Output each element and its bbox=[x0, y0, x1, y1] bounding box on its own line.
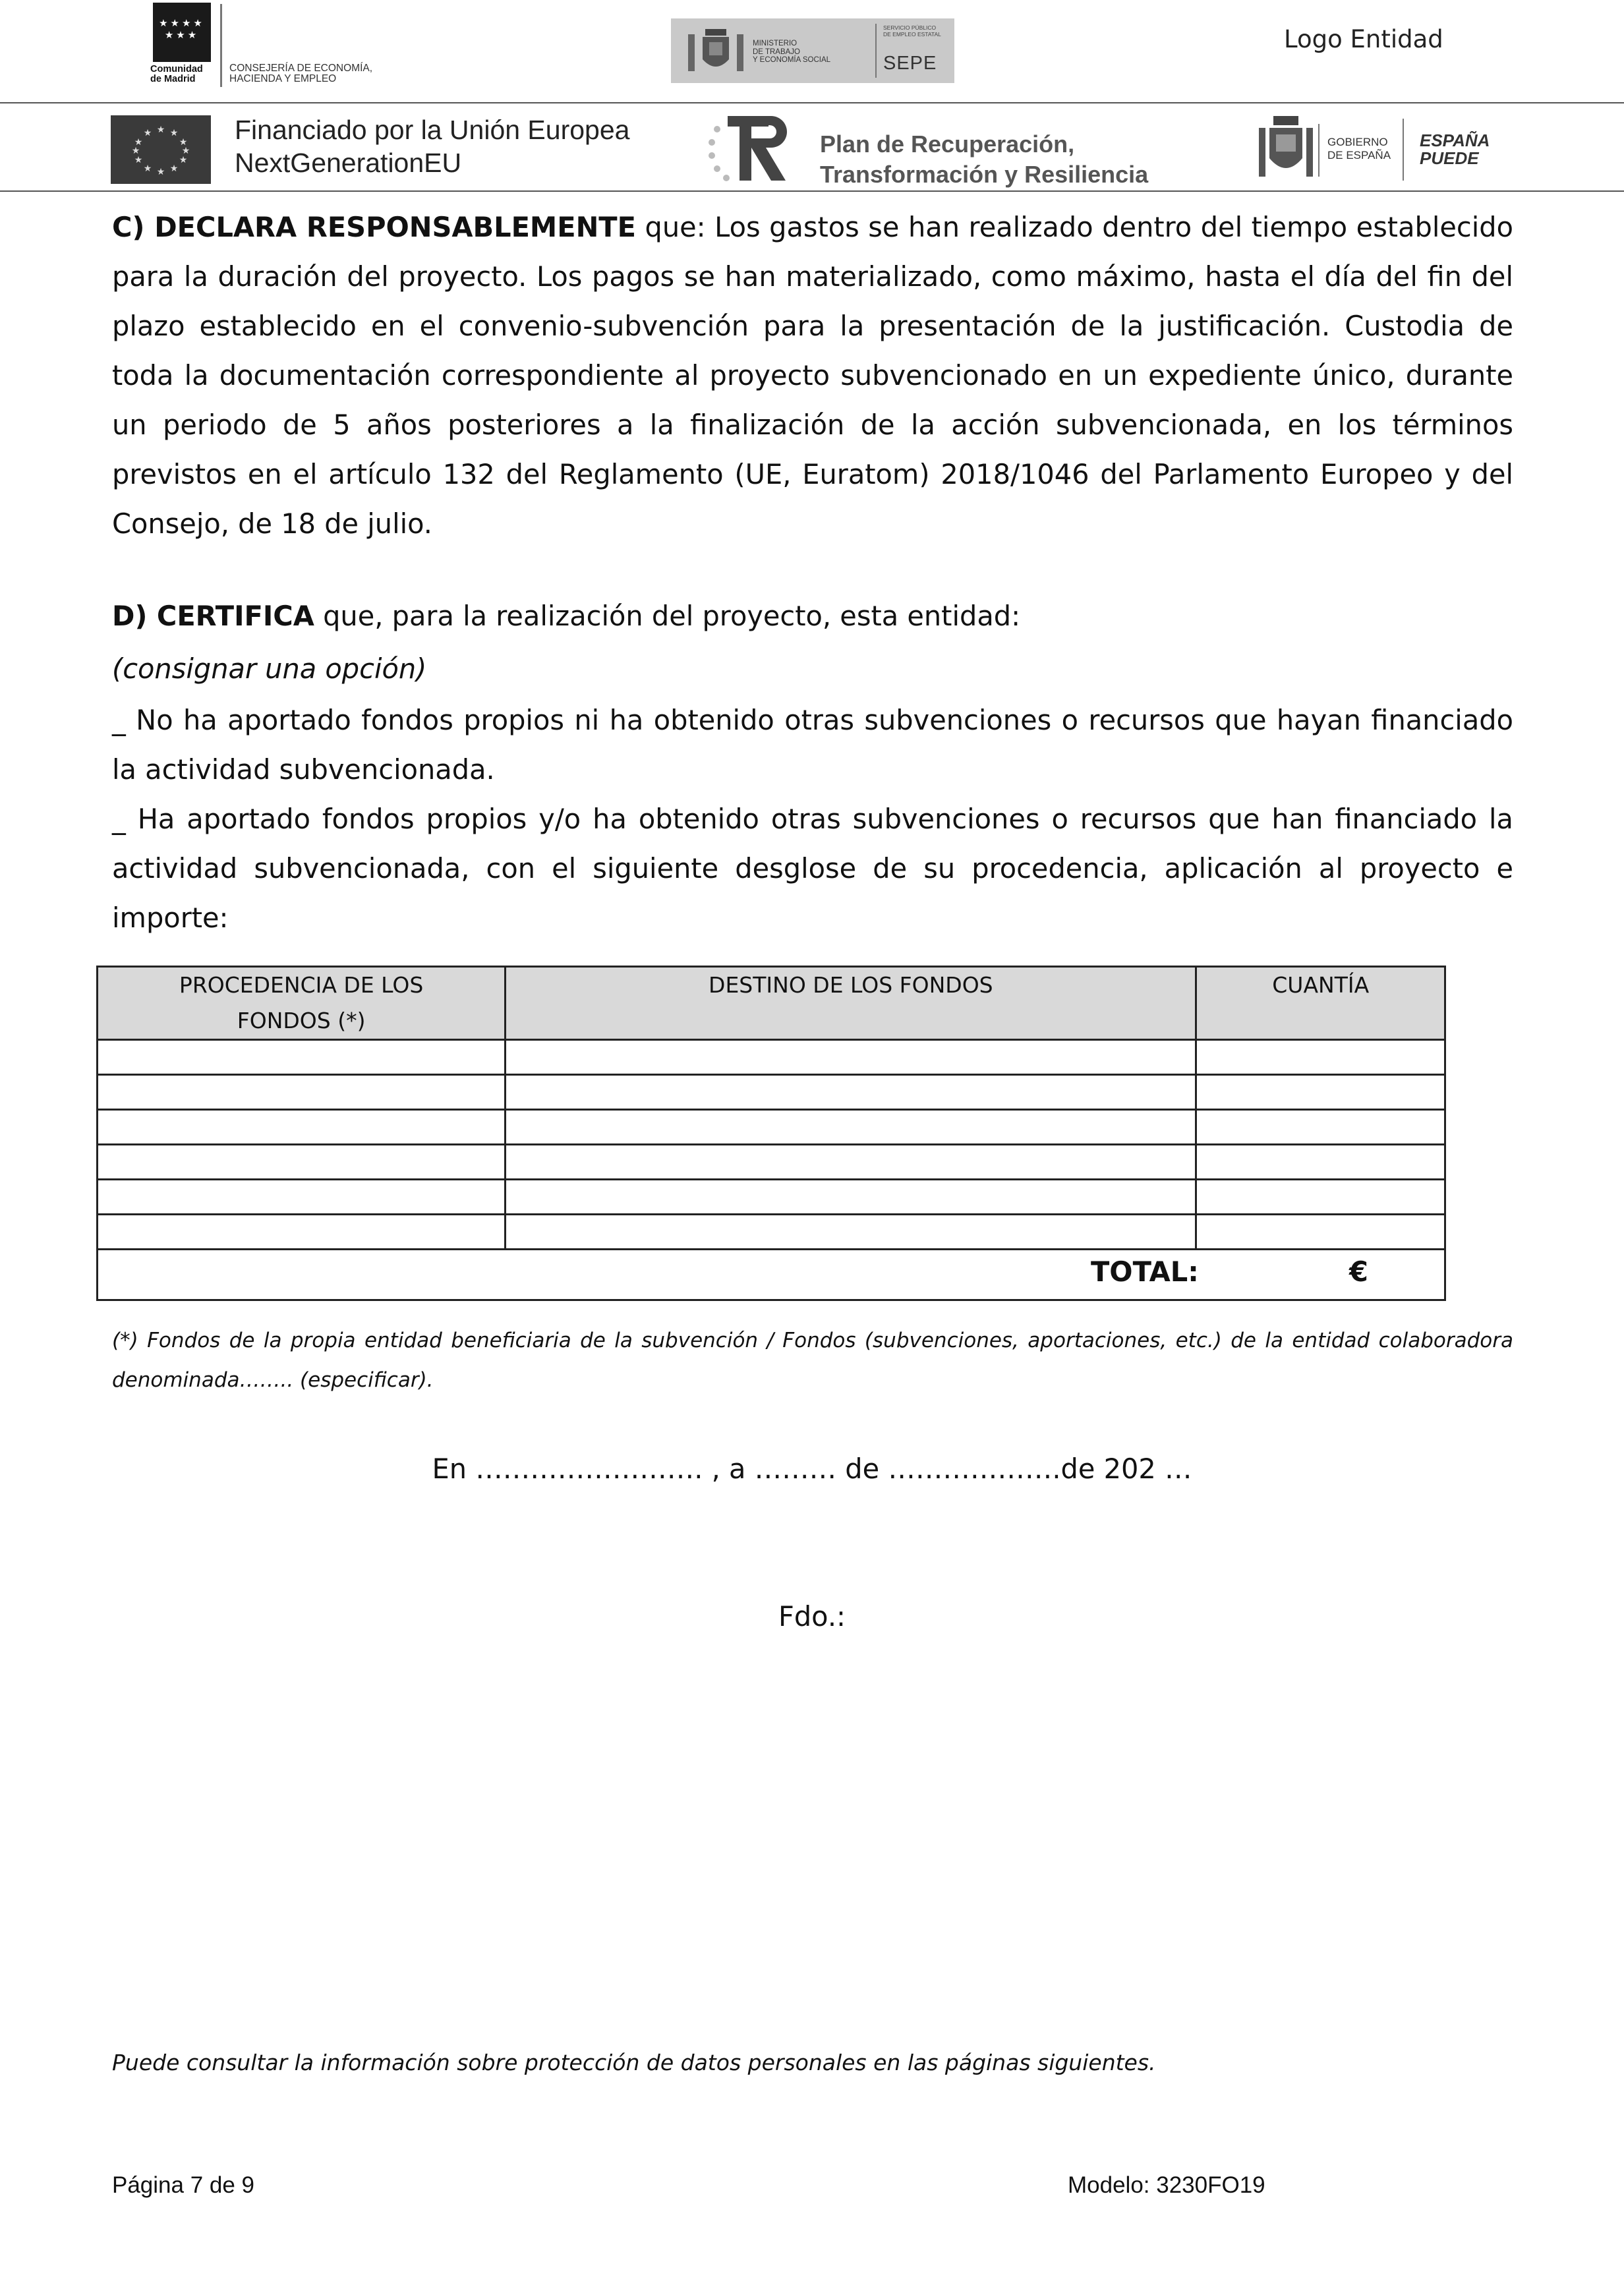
place-date-line: En ……………………. , a ……… de ……………….de 202 … bbox=[432, 1453, 1192, 1485]
svg-text:★: ★ bbox=[179, 155, 188, 165]
espana-puede-line2: PUEDE bbox=[1420, 148, 1479, 168]
ministerio-label bbox=[753, 40, 830, 65]
svg-text:★: ★ bbox=[169, 128, 179, 138]
svg-text:★: ★ bbox=[134, 137, 143, 148]
col-procedencia-line1: PROCEDENCIA DE LOS bbox=[179, 972, 424, 998]
table-row bbox=[98, 1110, 1445, 1145]
table-cell[interactable] bbox=[506, 1180, 1196, 1215]
ministerio-line3: Y ECONOMÍA SOCIAL bbox=[753, 56, 831, 64]
table-row bbox=[98, 1145, 1445, 1180]
ministerio-separator bbox=[875, 24, 877, 78]
table-cell[interactable] bbox=[98, 1215, 506, 1250]
page-number: Página 7 de 9 bbox=[112, 2172, 255, 2198]
spain-coat-of-arms-icon bbox=[683, 25, 749, 78]
gobierno-label bbox=[1327, 136, 1391, 162]
madrid-logo bbox=[153, 3, 211, 62]
espana-puede-logo bbox=[1420, 132, 1490, 167]
svg-text:★: ★ bbox=[143, 128, 152, 138]
espana-puede-line1: ESPAÑA bbox=[1420, 130, 1490, 150]
table-cell[interactable] bbox=[506, 1145, 1196, 1180]
total-cell bbox=[98, 1250, 1445, 1300]
recovery-plan-label bbox=[820, 129, 1148, 190]
recovery-plan-logo-icon bbox=[704, 109, 796, 186]
header-rule-top bbox=[0, 102, 1624, 103]
euro-symbol: € bbox=[1349, 1256, 1368, 1288]
table-cell[interactable] bbox=[506, 1215, 1196, 1250]
table-row bbox=[98, 1040, 1445, 1075]
table-cell[interactable] bbox=[1196, 1145, 1445, 1180]
total-label: TOTAL: bbox=[1091, 1256, 1199, 1288]
header-rule-bottom bbox=[0, 190, 1624, 192]
sepe-subtitle bbox=[883, 25, 941, 38]
section-c-body: que: Los gastos se han realizado dentro del tiempo establecido para la duración del proyecto. Los pagos se han materializado, como máximo, hasta el día del fin del plazo establecido en el convenio-subvención para la presentación de la justificación. Custodia de toda la documentación correspondiente al proyecto subvencionado en un expediente único, durante un periodo de 5 años posteriores a la finalización de la acción subvencionada, en los términos previstos en el artículo 132 del Reglamento (UE, Euratom) 2018/1046 del Parlamento Europeo y del Consejo, de 18 de julio. bbox=[112, 211, 1513, 540]
header-separator bbox=[220, 4, 222, 87]
table-cell[interactable] bbox=[1196, 1215, 1445, 1250]
svg-text:★: ★ bbox=[131, 146, 140, 156]
section-c-heading: C) DECLARA RESPONSABLEMENTE bbox=[112, 211, 636, 243]
section-d-option-2: _ Ha aportado fondos propios y/o ha obtenido otras subvenciones o recursos que han financiado la actividad subvencionada, con el siguiente desglose de su procedencia, aplicación al proyecto e importe: bbox=[112, 803, 1513, 934]
eu-funding-label bbox=[235, 113, 629, 179]
madrid-stars-icon: ★★★★ ★★★ bbox=[159, 17, 205, 41]
svg-text:★: ★ bbox=[143, 163, 152, 174]
madrid-name: Comunidad de Madrid bbox=[150, 64, 203, 84]
svg-text:★: ★ bbox=[169, 163, 179, 174]
section-d-heading: D) CERTIFICA bbox=[112, 600, 314, 632]
table-cell[interactable] bbox=[98, 1110, 506, 1145]
signature-label: Fdo.: bbox=[778, 1600, 846, 1633]
table-cell[interactable] bbox=[98, 1040, 506, 1075]
sepe-subtitle-line1: SERVICIO PÚBLICO bbox=[883, 24, 937, 31]
section-d-note: (consignar una opción) bbox=[112, 652, 427, 685]
consejeria-line1: CONSEJERÍA DE ECONOMÍA, bbox=[229, 63, 373, 74]
table-cell[interactable] bbox=[506, 1040, 1196, 1075]
privacy-notice: Puede consultar la información sobre protección de datos personales en las páginas siguientes. bbox=[112, 2050, 1156, 2075]
logo-entidad-placeholder: Logo Entidad bbox=[1284, 25, 1443, 53]
eu-funding-line2: NextGenerationEU bbox=[235, 148, 462, 178]
table-row bbox=[98, 1075, 1445, 1110]
recovery-plan-line1: Plan de Recuperación, bbox=[820, 130, 1075, 158]
table-cell[interactable] bbox=[98, 1145, 506, 1180]
table-cell[interactable] bbox=[1196, 1110, 1445, 1145]
gobierno-line1: GOBIERNO bbox=[1327, 136, 1388, 148]
svg-text:★: ★ bbox=[181, 146, 190, 156]
table-cell[interactable] bbox=[98, 1075, 506, 1110]
section-d-intro: que, para la realización del proyecto, esta entidad: bbox=[314, 600, 1021, 632]
table-row bbox=[98, 1180, 1445, 1215]
section-d-intro-line bbox=[112, 600, 1020, 632]
funds-table bbox=[96, 966, 1446, 1301]
svg-text:★: ★ bbox=[134, 155, 143, 165]
espana-separator bbox=[1403, 119, 1404, 181]
col-cuantia-header: CUANTÍA bbox=[1196, 967, 1445, 1040]
col-destino-header: DESTINO DE LOS FONDOS bbox=[506, 967, 1196, 1040]
col-procedencia-header bbox=[98, 967, 506, 1040]
ministerio-line1: MINISTERIO bbox=[753, 40, 798, 47]
sepe-logo-text: SEPE bbox=[883, 53, 937, 74]
gobierno-coat-of-arms-icon bbox=[1256, 113, 1316, 182]
table-cell[interactable] bbox=[1196, 1040, 1445, 1075]
recovery-plan-line2: Transformación y Resiliencia bbox=[820, 161, 1149, 188]
table-cell[interactable] bbox=[506, 1075, 1196, 1110]
model-code: Modelo: 3230FO19 bbox=[1068, 2172, 1265, 2198]
gobierno-line2: DE ESPAÑA bbox=[1327, 149, 1391, 161]
sepe-subtitle-line2: DE EMPLEO ESTATAL bbox=[883, 30, 941, 38]
svg-text:★: ★ bbox=[156, 167, 165, 177]
eu-funding-line1: Financiado por la Unión Europea bbox=[235, 115, 630, 145]
ministerio-line2: DE TRABAJO bbox=[753, 47, 800, 56]
section-d-option-1: _ No ha aportado fondos propios ni ha obtenido otras subvenciones o recursos que hayan financiado la actividad subvencionada. bbox=[112, 704, 1513, 786]
section-c-paragraph bbox=[112, 202, 1513, 548]
gobierno-separator bbox=[1318, 124, 1320, 177]
consejeria-line2: HACIENDA Y EMPLEO bbox=[229, 73, 337, 84]
eu-flag-icon bbox=[111, 115, 211, 184]
table-footnote: (*) Fondos de la propia entidad beneficiaria de la subvención / Fondos (subvenciones, aportaciones, etc.) de la entidad colaboradora denominada…….. (especificar). bbox=[112, 1329, 1513, 1392]
table-cell[interactable] bbox=[98, 1180, 506, 1215]
table-cell[interactable] bbox=[1196, 1075, 1445, 1110]
consejeria-label bbox=[229, 63, 372, 84]
col-procedencia-line2: FONDOS (*) bbox=[237, 1008, 366, 1033]
svg-text:★: ★ bbox=[179, 137, 188, 148]
table-row bbox=[98, 1215, 1445, 1250]
svg-text:★: ★ bbox=[156, 125, 165, 135]
funds-table-header bbox=[98, 967, 1445, 1040]
total-row bbox=[98, 1250, 1445, 1300]
table-cell[interactable] bbox=[506, 1110, 1196, 1145]
table-cell[interactable] bbox=[1196, 1180, 1445, 1215]
